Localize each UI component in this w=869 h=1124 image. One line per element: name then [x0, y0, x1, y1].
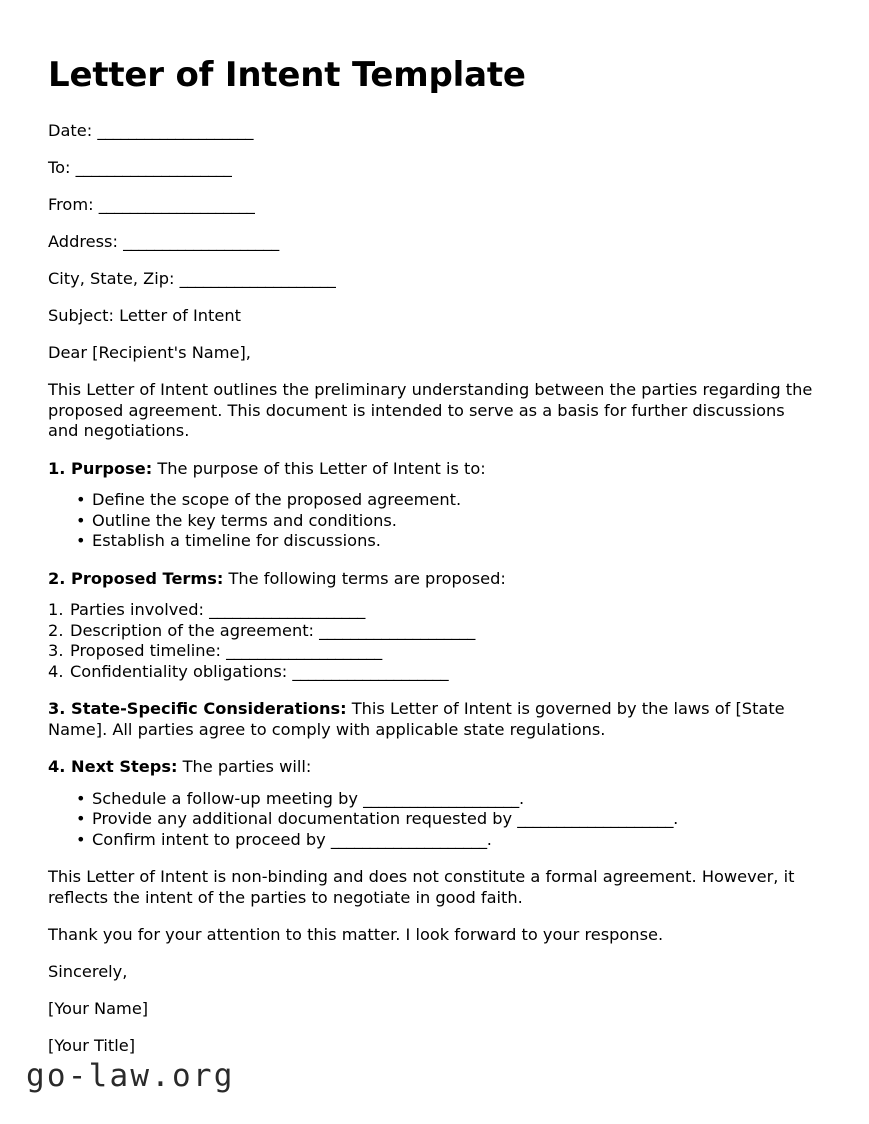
- list-item-blank[interactable]: ____________________: [330, 829, 487, 849]
- section-proposed-terms-rest: The following terms are proposed:: [223, 568, 506, 588]
- list-item-label: Proposed timeline:: [70, 641, 227, 661]
- list-item-blank[interactable]: ____________________: [226, 641, 382, 661]
- list-item-blank[interactable]: ____________________: [292, 661, 449, 681]
- field-from-label: From:: [48, 195, 94, 215]
- list-item-blank[interactable]: ____________________: [517, 809, 674, 829]
- field-city-state-zip-blank[interactable]: ____________________: [179, 269, 336, 289]
- list-item: [70, 641, 820, 662]
- list-item: [70, 600, 820, 621]
- section-next-steps-rest: The parties will:: [177, 757, 312, 777]
- document-body: [48, 56, 820, 1073]
- field-address: [48, 232, 820, 252]
- field-date-blank[interactable]: ____________________: [97, 121, 254, 141]
- list-item-tail: .: [486, 829, 492, 849]
- list-item: • Establish a timeline for discussions.: [92, 531, 820, 552]
- list-item: [92, 789, 820, 810]
- section-purpose-lead: 1. Purpose:: [48, 458, 153, 478]
- list-item-label: Description of the agreement:: [70, 620, 320, 640]
- page-title: Letter of Intent Template: [48, 55, 526, 95]
- field-to: [48, 158, 820, 178]
- list-item-label: Provide any additional documentation requested by: [92, 809, 518, 829]
- list-item: • Outline the key terms and conditions.: [92, 511, 820, 532]
- field-city-state-zip: [48, 269, 820, 289]
- proposed-terms-numbered-list: [48, 600, 820, 682]
- signature-title: [Your Title]: [48, 1036, 136, 1056]
- list-item: [92, 830, 820, 851]
- field-to-blank[interactable]: ____________________: [75, 158, 232, 178]
- field-address-blank[interactable]: ____________________: [123, 232, 279, 252]
- list-item-label: Parties involved:: [70, 600, 210, 620]
- field-from: [48, 195, 820, 215]
- next-steps-bullet-list: [48, 789, 820, 851]
- salutation: Dear [Recipient's Name],: [48, 343, 251, 363]
- field-from-blank[interactable]: ____________________: [98, 195, 255, 215]
- list-item: • Define the scope of the proposed agreement.: [92, 490, 820, 511]
- section-state-specific-lead: 3. State-Specific Considerations:: [48, 699, 347, 719]
- signature-block: [48, 962, 820, 1056]
- section-next-steps-lead: 4. Next Steps:: [48, 757, 178, 777]
- purpose-bullet-list: [48, 490, 820, 552]
- intro-paragraph: This Letter of Intent outlines the preliminary understanding between the parties regarding the proposed agreement. This document is intended to serve as a basis for further discussions and negotiations.: [48, 380, 813, 441]
- section-next-steps-heading: [48, 757, 820, 778]
- closing-paragraph: This Letter of Intent is non-binding and does not constitute a formal agreement. However, it reflects the intent of the parties to negotiate in good faith.: [48, 867, 795, 907]
- signature-name: [Your Name]: [48, 999, 149, 1019]
- section-purpose-heading: [48, 459, 820, 480]
- list-item-label: Confidentiality obligations:: [70, 661, 293, 681]
- thank-you-paragraph: Thank you for your attention to this matter. I look forward to your response.: [48, 925, 664, 945]
- section-state-specific: [48, 699, 820, 740]
- section-purpose-rest: The purpose of this Letter of Intent is to:: [152, 458, 486, 478]
- section-proposed-terms-lead: 2. Proposed Terms:: [48, 568, 224, 588]
- list-item-label: Schedule a follow-up meeting by: [92, 788, 364, 808]
- list-item-tail: .: [518, 788, 525, 808]
- field-date-label: Date:: [48, 121, 93, 141]
- section-proposed-terms-heading: [48, 569, 820, 590]
- watermark-go-law-org: go-law.org: [26, 1058, 235, 1094]
- list-item: [92, 809, 820, 830]
- subject-line: Subject: Letter of Intent: [48, 306, 241, 326]
- field-city-state-zip-label: City, State, Zip:: [48, 269, 175, 289]
- section-state-specific-rest: This Letter of Intent is governed by the laws of [State Name]. All parties agree to comply with applicable state regulations.: [48, 699, 785, 739]
- list-item: [70, 621, 820, 642]
- list-item: [70, 662, 820, 683]
- field-date: [48, 121, 820, 141]
- signoff: Sincerely,: [48, 962, 128, 982]
- list-item-blank[interactable]: ____________________: [319, 620, 476, 640]
- list-item-label: Confirm intent to proceed by: [92, 829, 331, 849]
- field-address-label: Address:: [48, 232, 118, 252]
- list-item-tail: .: [673, 809, 679, 829]
- list-item-blank[interactable]: ____________________: [209, 600, 366, 620]
- field-to-label: To:: [48, 158, 71, 178]
- list-item-blank[interactable]: ____________________: [363, 788, 519, 808]
